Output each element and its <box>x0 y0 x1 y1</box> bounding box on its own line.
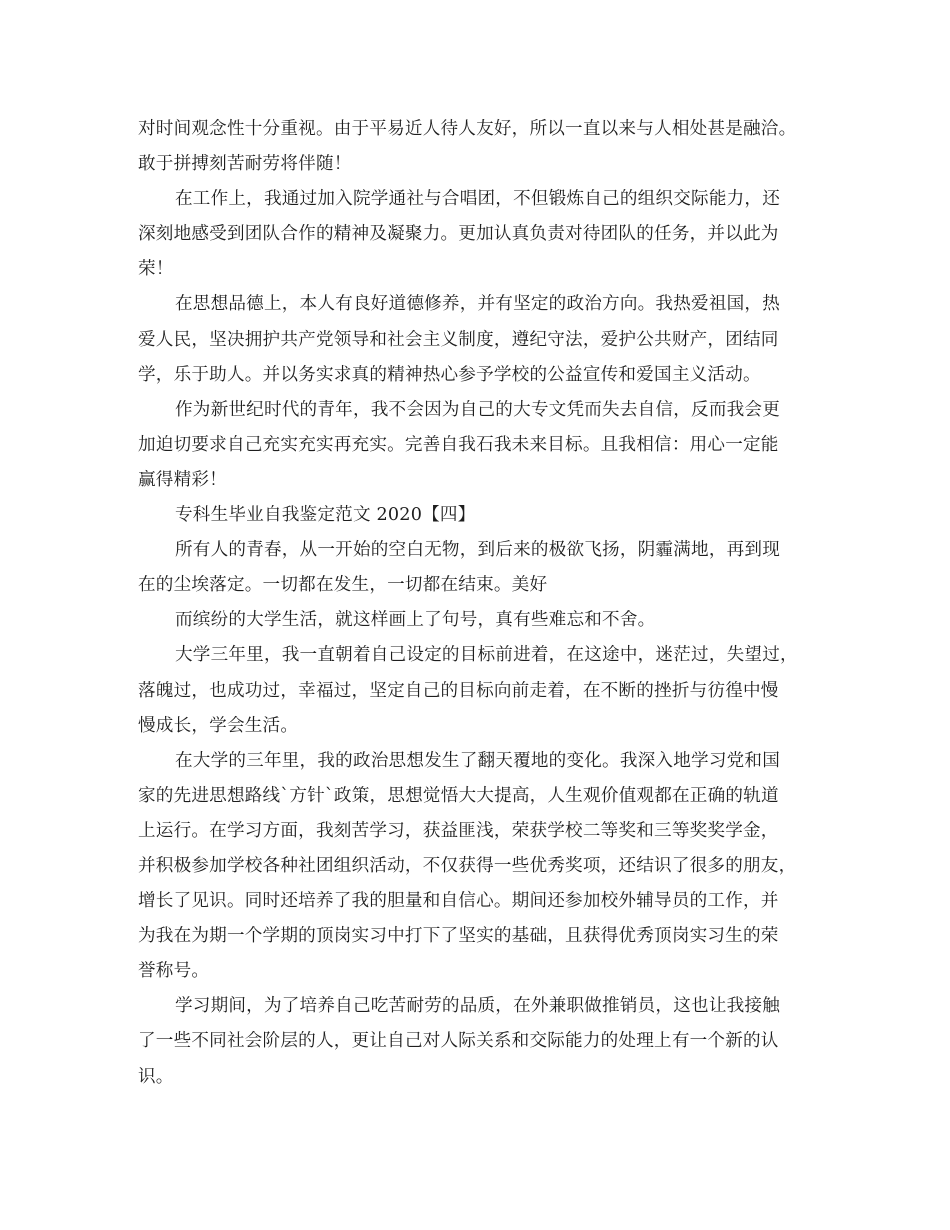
text-line: 落魄过，也成功过，幸福过，坚定自己的目标向前走着，在不断的挫折与彷徨中慢 <box>138 680 779 701</box>
text-line: 在工作上，我通过加入院学通社与合唱团，不但锻炼自己的组织交际能力，还 <box>175 189 780 210</box>
text-line: 学习期间，为了培养自己吃苦耐劳的品质，在外兼职做推销员，这也让我接触 <box>175 996 780 1017</box>
text-line: 了一些不同社会阶层的人，更让自己对人际关系和交际能力的处理上有一个新的认 <box>138 1031 779 1052</box>
text-line: 并积极参加学校各种社团组织活动，不仅获得一些优秀奖项，还结识了很多的朋友， <box>138 855 797 876</box>
text-line: 增长了见识。同时还培养了我的胆量和自信心。期间还参加校外辅导员的工作，并 <box>138 891 779 912</box>
text-line: 敢于拼搏刻苦耐劳将伴随！ <box>138 154 352 175</box>
text-line: 所有人的青春，从一开始的空白无物，到后来的极欲飞扬，阴霾满地，再到现 <box>175 540 780 561</box>
text-line: 在的尘埃落定。一切都在发生，一切都在结束。美好 <box>138 575 548 596</box>
text-line: 赢得精彩！ <box>138 469 227 490</box>
text-line: 识。 <box>138 1066 174 1087</box>
text-line: 大学三年里，我一直朝着自己设定的目标前进着，在这途中，迷茫过，失望过， <box>175 645 798 666</box>
document-body <box>0 118 950 1101</box>
section-heading: 专科生毕业自我鉴定范文 2020【四】 <box>175 505 476 526</box>
text-line: 作为新世纪时代的青年，我不会因为自己的大专文凭而失去自信，反而我会更 <box>175 399 780 420</box>
text-line: 在思想品德上，本人有良好道德修养，并有坚定的政治方向。我热爱祖国，热 <box>175 294 780 315</box>
text-line: 在大学的三年里，我的政治思想发生了翻天覆地的变化。我深入地学习党和国 <box>175 750 780 771</box>
text-line: 而缤纷的大学生活，就这样画上了句号，真有些难忘和不舍。 <box>175 610 656 631</box>
text-line: 上运行。在学习方面，我刻苦学习，获益匪浅，荣获学校二等奖和三等奖奖学金， <box>138 820 779 841</box>
text-line: 慢成长，学会生活。 <box>138 715 299 736</box>
text-line: 爱人民，坚决拥护共产党领导和社会主义制度，遵纪守法，爱护公共财产，团结同 <box>138 329 779 350</box>
text-line: 深刻地感受到团队合作的精神及凝聚力。更加认真负责对待团队的任务，并以此为 <box>138 224 779 245</box>
text-line: 对时间观念性十分重视。由于平易近人待人友好，所以一直以来与人相处甚是融洽。 <box>138 119 797 139</box>
text-line: 荣！ <box>138 259 174 280</box>
text-line: 学，乐于助人。并以务实求真的精神热心参予学校的公益宣传和爱国主义活动。 <box>138 364 761 385</box>
text-line: 加迫切要求自己充实充实再充实。完善自我石我未来目标。且我相信：用心一定能 <box>138 434 779 455</box>
text-line: 为我在为期一个学期的顶岗实习中打下了坚实的基础，且获得优秀顶岗实习生的荣 <box>138 926 779 947</box>
text-line: 誉称号。 <box>138 961 210 982</box>
text-line: 家的先进思想路线`方针`政策，思想觉悟大大提高，人生观价值观都在正确的轨道 <box>138 785 779 806</box>
